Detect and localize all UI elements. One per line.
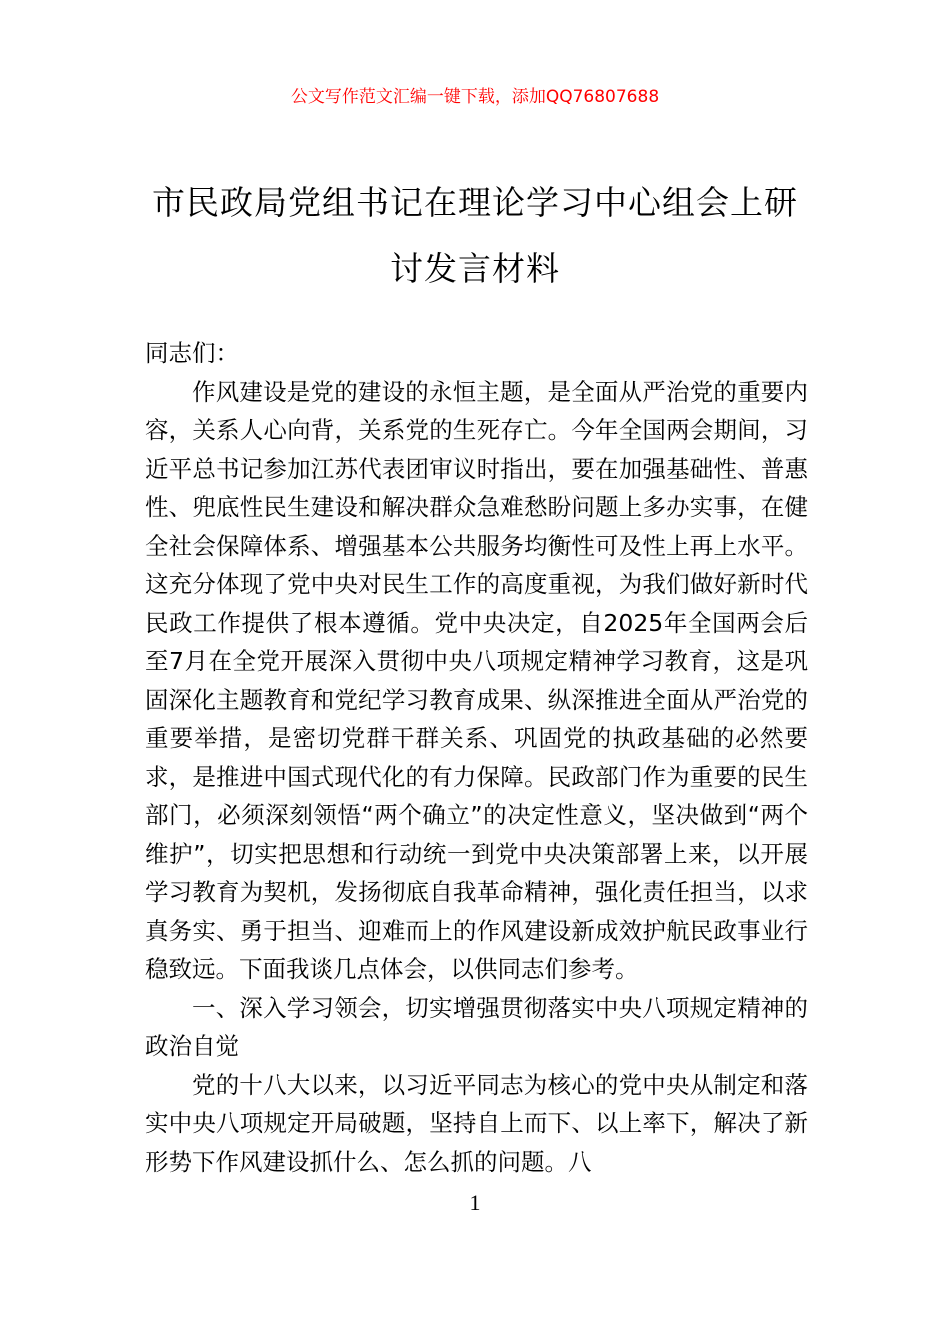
- section-heading: 一、深入学习领会，切实增强贯彻落实中央八项规定精神的政治自觉: [145, 993, 808, 1060]
- document-title: 市民政局党组书记在理论学习中心组会上研讨发言材料: [152, 183, 798, 288]
- page-number: 1: [469, 1190, 481, 1215]
- salutation: 同志们：: [145, 339, 239, 367]
- download-notice: 公文写作范文汇编一键下载，添加QQ76807688: [290, 87, 660, 107]
- document-body: [145, 334, 808, 1181]
- section-paragraph: 党的十八大以来，以习近平同志为核心的党中央从制定和落实中央八项规定开局破题，坚持自上而下、以上率下，解决了新形势下作风建设抓什么、怎么抓的问题。八: [145, 1070, 808, 1176]
- body-paragraph: 作风建设是党的建设的永恒主题，是全面从严治党的重要内容，关系人心向背，关系党的生死存亡。今年全国两会期间，习近平总书记参加江苏代表团审议时指出，要在加强基础性、普惠性、兜底性民生建设和解决群众急难愁盼问题上多办实事，在健全社会保障体系、增强基本公共服务均衡性可及性上再上水平。这充分体现了党中央对民生工作的高度重视，为我们做好新时代民政工作提供了根本遵循。党中央决定，自2025年全国两会后至7月在全党开展深入贯彻中央八项规定精神学习教育，这是巩固深化主题教育和党纪学习教育成果、纵深推进全面从严治党的重要举措，是密切党群干群关系、巩固党的执政基础的必然要求，是推进中国式现代化的有力保障。民政部门作为重要的民生部门，必须深刻领悟“两个确立”的决定性意义，坚决做到“两个维护”，切实把思想和行动统一到党中央决策部署上来，以开展学习教育为契机，发扬彻底自我革命精神，强化责任担当，以求真务实、勇于担当、迎难而上的作风建设新成效护航民政事业行稳致远。下面我谈几点体会，以供同志们参考。: [145, 377, 808, 983]
